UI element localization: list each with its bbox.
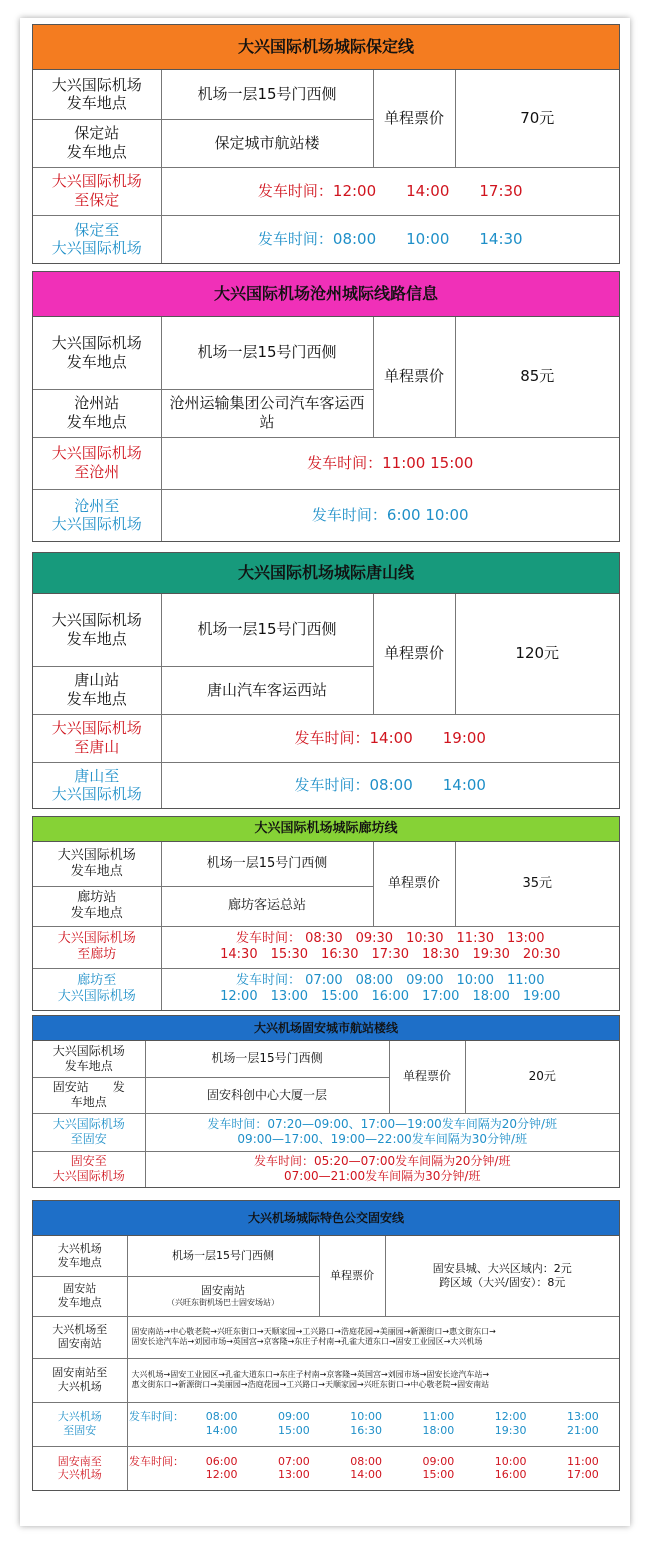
time-slot: 12:00 bbox=[494, 1410, 527, 1424]
fare-value: 70元 bbox=[455, 70, 619, 167]
inbound-label: 唐山至 大兴国际机场 bbox=[33, 762, 161, 808]
origin-label: 大兴国际机场 发车地点 bbox=[33, 70, 161, 119]
fare-label: 单程票价 bbox=[373, 317, 455, 437]
time-slot: 11:00 bbox=[567, 1454, 599, 1468]
time-slot: 13:00 bbox=[567, 1410, 599, 1424]
inbound-times: 发车时间：08:00 10:00 14:30 bbox=[161, 215, 619, 263]
outbound-times: 发车时间：14:00 19:00 bbox=[161, 714, 619, 762]
dest-value: 沧州运输集团公司汽车客运西站 bbox=[161, 389, 373, 437]
origin-label: 大兴国际机场 发车地点 bbox=[33, 842, 161, 886]
time-slot: 10:00 bbox=[350, 1410, 382, 1424]
fare-value: 35元 bbox=[455, 842, 619, 926]
stops-inbound: 大兴机场→固安工业园区→孔雀大道东口→东庄子村南→京客隆→英国宫→刘园市场→固安长途汽车站→ 惠文街东口→新源街口→美丽园→浩庭花园→工兴路口→天顺家园→兴旺东街口→中心敬老院→固安南站 bbox=[127, 1358, 619, 1402]
route-title: 大兴国际机场城际唐山线 bbox=[33, 553, 619, 594]
schedule-frame bbox=[20, 18, 630, 1526]
route-baoding bbox=[32, 24, 620, 264]
origin-label: 大兴机场 发车地点 bbox=[33, 1236, 127, 1276]
time-slot: 09:00 bbox=[422, 1454, 455, 1468]
inbound-times: 发车时间： 07:00 08:00 09:00 10:00 11:00 12:00 13:00 15:00 16:00 17:00 18:00 19:00 bbox=[161, 968, 619, 1010]
outbound-times: 发车时间：12:00 14:00 17:30 bbox=[161, 167, 619, 215]
stops-outbound: 固安南站→中心敬老院→兴旺东街口→天顺家园→工兴路口→浩庭花园→美丽园→新源街口→惠文街东口→ 固安长途汽车站→刘园市场→英国宫→京客隆→东庄子村南→孔雀大道东口→固安工业园区→大兴机场 bbox=[127, 1316, 619, 1358]
dest-label: 固安站 发车地点 bbox=[33, 1276, 127, 1316]
inbound-label: 固安南至 大兴机场 bbox=[33, 1446, 127, 1490]
time-slot: 06:00 bbox=[205, 1454, 238, 1468]
inbound-times bbox=[127, 1446, 619, 1490]
time-slot: 14:00 bbox=[205, 1424, 238, 1437]
dest-label: 唐山站 发车地点 bbox=[33, 666, 161, 714]
time-slot: 16:00 bbox=[494, 1468, 527, 1482]
route-title: 大兴国际机场城际保定线 bbox=[33, 25, 619, 70]
time-slot: 18:00 bbox=[422, 1424, 455, 1437]
fare-value: 85元 bbox=[455, 317, 619, 437]
fare-label: 单程票价 bbox=[389, 1041, 465, 1113]
origin-label: 大兴国际机场 发车地点 bbox=[33, 594, 161, 666]
dest-label: 沧州站 发车地点 bbox=[33, 389, 161, 437]
origin-value: 机场一层15号门西侧 bbox=[161, 317, 373, 389]
dest-label: 廊坊站 发车地点 bbox=[33, 886, 161, 926]
time-slot: 14:00 bbox=[350, 1468, 382, 1482]
route-guan-bus bbox=[32, 1200, 620, 1491]
inbound-times: 发车时间：05:20—07:00发车间隔为20分钟/班 07:00—21:00发车间隔为30分钟/班 bbox=[145, 1151, 619, 1187]
dest-value: 唐山汽车客运西站 bbox=[161, 666, 373, 714]
dest-label: 保定站 发车地点 bbox=[33, 119, 161, 167]
time-slot: 21:00 bbox=[567, 1424, 599, 1437]
fare-value: 20元 bbox=[465, 1041, 619, 1113]
stops-inbound-label: 固安南站至 大兴机场 bbox=[33, 1358, 127, 1402]
stops-outbound-label: 大兴机场至 固安南站 bbox=[33, 1316, 127, 1358]
route-title: 大兴国际机场沧州城际线路信息 bbox=[33, 272, 619, 317]
route-title: 大兴机场城际特色公交固安线 bbox=[33, 1201, 619, 1236]
time-slot: 07:00 bbox=[278, 1454, 310, 1468]
fare-label: 单程票价 bbox=[373, 594, 455, 714]
route-langfang bbox=[32, 816, 620, 1011]
time-slot: 09:00 bbox=[278, 1410, 310, 1424]
time-slot: 16:30 bbox=[350, 1424, 382, 1437]
time-slot: 08:00 bbox=[205, 1410, 238, 1424]
fare-value: 固安县城、大兴区域内：2元 跨区域（大兴/固安）：8元 bbox=[385, 1236, 619, 1316]
route-title: 大兴机场固安城市航站楼线 bbox=[33, 1016, 619, 1041]
origin-value: 机场一层15号门西侧 bbox=[161, 70, 373, 119]
inbound-label: 保定至 大兴国际机场 bbox=[33, 215, 161, 263]
fare-label: 单程票价 bbox=[373, 70, 455, 167]
outbound-label: 大兴国际机场 至廊坊 bbox=[33, 926, 161, 968]
outbound-times: 发车时间：11:00 15:00 bbox=[161, 437, 619, 489]
time-slot: 10:00 bbox=[494, 1454, 527, 1468]
fare-label: 单程票价 bbox=[319, 1236, 385, 1316]
route-tangshan bbox=[32, 552, 620, 809]
origin-value: 机场一层15号门西侧 bbox=[161, 842, 373, 886]
inbound-label: 廊坊至 大兴国际机场 bbox=[33, 968, 161, 1010]
route-guan-terminal bbox=[32, 1015, 620, 1188]
outbound-times: 发车时间：07:20—09:00、17:00—19:00发车间隔为20分钟/班 09:00—17:00、19:00—22:00发车间隔为30分钟/班 bbox=[145, 1113, 619, 1151]
time-slot: 17:00 bbox=[567, 1468, 599, 1482]
origin-value: 机场一层15号门西侧 bbox=[145, 1041, 389, 1077]
time-slot: 19:30 bbox=[494, 1424, 527, 1437]
origin-label: 大兴国际机场 发车地点 bbox=[33, 317, 161, 389]
dest-label: 固安站 发 车地点 bbox=[33, 1077, 145, 1113]
time-slot: 08:00 bbox=[350, 1454, 382, 1468]
outbound-label: 大兴机场 至固安 bbox=[33, 1402, 127, 1446]
inbound-label: 沧州至 大兴国际机场 bbox=[33, 489, 161, 541]
time-slot: 15:00 bbox=[422, 1468, 455, 1482]
time-slot: 12:00 bbox=[205, 1468, 238, 1482]
fare-label: 单程票价 bbox=[373, 842, 455, 926]
dest-value: 固安南站 （兴旺东街机场巴士固安场站） bbox=[127, 1276, 319, 1316]
dest-value: 廊坊客运总站 bbox=[161, 886, 373, 926]
time-slot: 15:00 bbox=[278, 1424, 310, 1437]
origin-value: 机场一层15号门西侧 bbox=[127, 1236, 319, 1276]
times-prefix: 发车时间： bbox=[129, 1410, 184, 1424]
origin-label: 大兴国际机场 发车地点 bbox=[33, 1041, 145, 1077]
origin-value: 机场一层15号门西侧 bbox=[161, 594, 373, 666]
outbound-times: 发车时间： 08:30 09:30 10:30 11:30 13:00 14:30 15:30 16:30 17:30 18:30 19:30 20:30 bbox=[161, 926, 619, 968]
dest-value: 固安科创中心大厦一层 bbox=[145, 1077, 389, 1113]
inbound-times: 发车时间：08:00 14:00 bbox=[161, 762, 619, 808]
inbound-label: 固安至 大兴国际机场 bbox=[33, 1151, 145, 1187]
outbound-label: 大兴国际机场 至保定 bbox=[33, 167, 161, 215]
fare-value: 120元 bbox=[455, 594, 619, 714]
time-slot: 11:00 bbox=[422, 1410, 455, 1424]
outbound-label: 大兴国际机场 至沧州 bbox=[33, 437, 161, 489]
route-title: 大兴国际机场城际廊坊线 bbox=[33, 817, 619, 842]
inbound-times: 发车时间：6:00 10:00 bbox=[161, 489, 619, 541]
time-slot: 13:00 bbox=[278, 1468, 310, 1482]
outbound-label: 大兴国际机场 至固安 bbox=[33, 1113, 145, 1151]
outbound-label: 大兴国际机场 至唐山 bbox=[33, 714, 161, 762]
route-cangzhou bbox=[32, 271, 620, 542]
dest-value: 保定城市航站楼 bbox=[161, 119, 373, 167]
times-prefix: 发车时间： bbox=[129, 1454, 184, 1468]
outbound-times bbox=[127, 1402, 619, 1446]
